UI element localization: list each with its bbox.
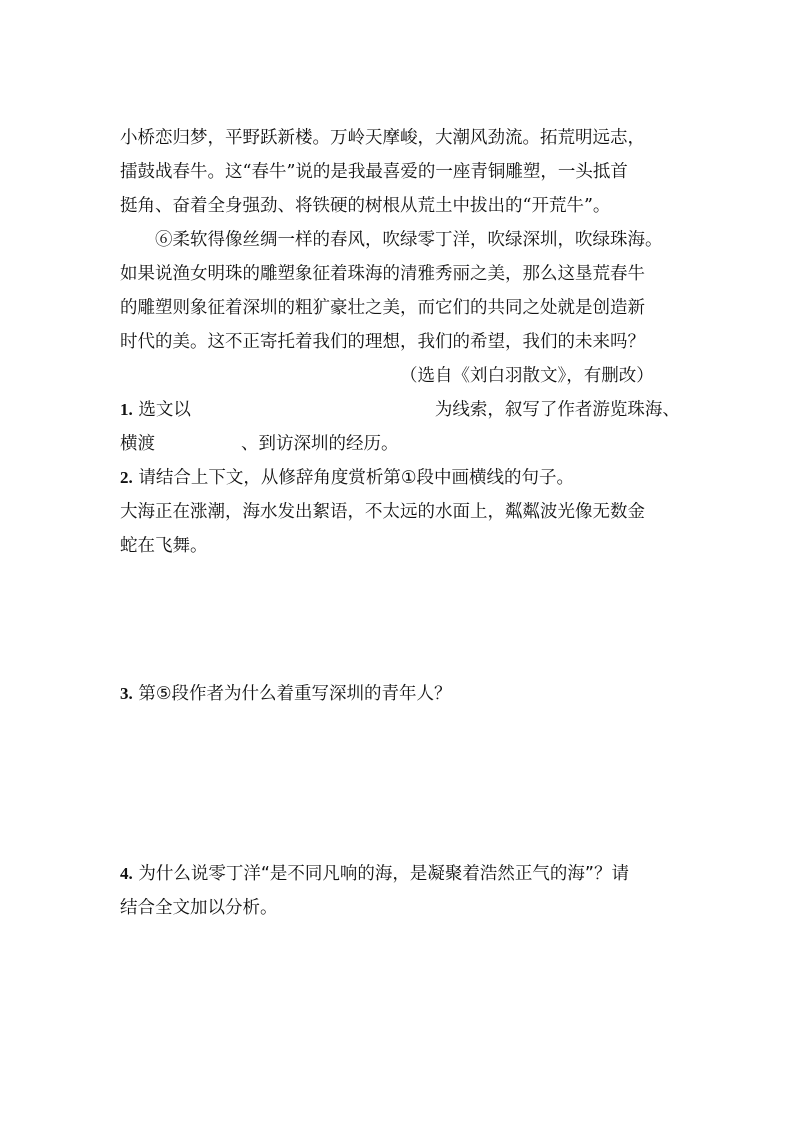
question-2-line bbox=[120, 466, 574, 490]
passage-line-2: 擂鼓战春牛。这“春牛”说的是我最喜爱的一座青铜雕塑，一头抵首 bbox=[120, 162, 628, 182]
passage-line-3: 挺角、奋着全身强劲、将铁硬的树根从荒土中拔出的“开荒牛”。 bbox=[120, 196, 611, 216]
passage-source: （选自《刘白羽散文》，有删改） bbox=[400, 366, 654, 386]
passage-line-6: 的雕塑则象征着深圳的粗犷豪壮之美，而它们的共同之处就是创造新 bbox=[120, 298, 645, 318]
question-2-number: 2. bbox=[120, 468, 133, 487]
question-4-number: 4. bbox=[120, 864, 133, 883]
question-1-line-1 bbox=[120, 398, 680, 422]
question-2-quote-line-2: 蛇在飞舞。 bbox=[120, 536, 208, 556]
question-4-line-1 bbox=[120, 862, 629, 886]
question-4-line-2: 结合全文加以分析。 bbox=[120, 898, 278, 918]
question-4-text-line-1: 为什么说零丁洋“是不同凡响的海，是凝聚着浩然正气的海”？请 bbox=[138, 864, 629, 884]
passage-line-5: 如果说渔女明珠的雕塑象征着珠海的清雅秀丽之美，那么这垦荒春牛 bbox=[120, 264, 645, 284]
question-3-number: 3. bbox=[120, 684, 133, 703]
question-1-number: 1. bbox=[120, 400, 133, 419]
passage-line-1: 小桥恋归梦，平野跃新楼。万岭天摩峻，大潮风劲流。拓荒明远志， bbox=[120, 128, 645, 148]
question-1-text-c: 横渡 bbox=[120, 434, 155, 454]
question-2-quote-line-1: 大海正在涨潮，海水发出絮语，不太远的水面上，粼粼波光像无数金 bbox=[120, 502, 645, 522]
passage-line-4: ⑥柔软得像丝绸一样的春风，吹绿零丁洋，吹绿深圳，吹绿珠海。 bbox=[155, 230, 663, 250]
question-2-text: 请结合上下文，从修辞角度赏析第①段中画横线的句子。 bbox=[138, 468, 575, 488]
question-3-line bbox=[120, 682, 452, 706]
question-3-text: 第⑤段作者为什么着重写深圳的青年人？ bbox=[138, 684, 452, 704]
question-1-text-a: 选文以 bbox=[138, 400, 191, 420]
passage-line-7: 时代的美。这不正寄托着我们的理想，我们的希望，我们的未来吗？ bbox=[120, 332, 645, 352]
question-1-text-d: 、到访深圳的经历。 bbox=[241, 434, 399, 454]
question-1-line-2 bbox=[120, 432, 399, 456]
question-1-text-b: 为线索，叙写了作者游览珠海、 bbox=[434, 400, 680, 420]
